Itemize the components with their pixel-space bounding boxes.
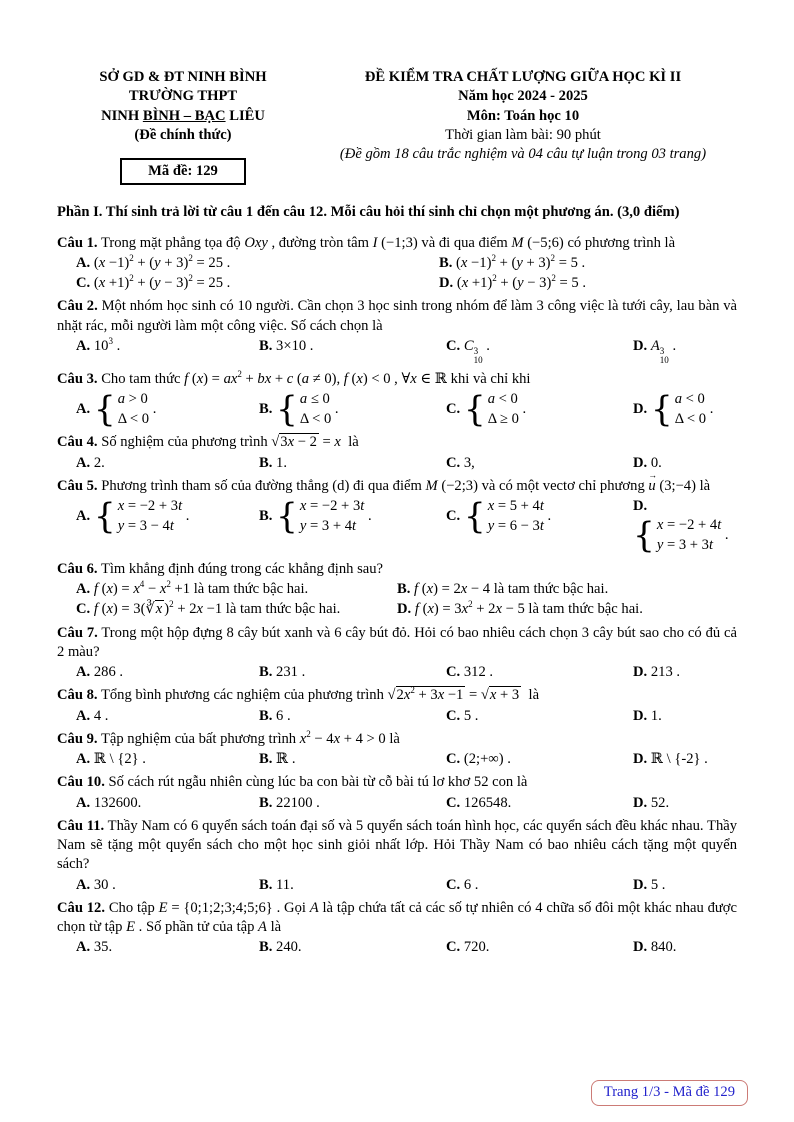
question-text: Cho tam thức f $(x) = ax^2$ + bx + c (a ≠ 0), f (x) < 0 , ∀x ∈ ℝ khi và chỉ khi: [101, 368, 531, 387]
question-options: [57, 750, 737, 769]
question-3-option-a: A. { a > 0 Δ < 0 .: [76, 389, 157, 430]
question-label: Câu 1.: [57, 234, 98, 251]
question-8-option-c: C. 5 .: [446, 707, 479, 724]
question-label: Câu 10.: [57, 774, 105, 791]
question-text: Tổng bình phương các nghiệm của phương trình $√2x^2 + 3x -1 = √x + 3$ là: [100, 685, 540, 704]
question-5-option-d: D. { x = −2 + 4t y = 3 + 3t .: [633, 498, 729, 556]
question-stem: [57, 433, 737, 452]
question-12-option-a: A. 35.: [76, 939, 113, 956]
question-label: Câu 9.: [57, 730, 98, 747]
question-8: [57, 686, 737, 726]
question-8-option-d: D. 1.: [633, 707, 662, 724]
question-1-option-a: A. $(x -1)^2 + (y + 3)^2 = 25$ .: [76, 252, 231, 271]
question-4-option-b: B. 1.: [259, 454, 287, 471]
question-options: [57, 390, 737, 429]
question-label: Câu 8.: [57, 687, 98, 704]
question-label: Câu 6.: [57, 560, 98, 577]
part1-title: Phần I. Thí sinh trả lời từ câu 1 đến câu 12. Mỗi câu hỏi thí sinh chỉ chọn một phương án. (3,0 điểm): [57, 204, 680, 221]
question-2-option-b: B. 3×10 .: [259, 337, 314, 354]
question-7-option-b: B. 231 .: [259, 664, 306, 681]
question-options: [57, 707, 737, 726]
question-text: Cho tập E = {0;1;2;3;4;5;6} . Gọi A là tập chứa tất cả các số tự nhiên có 4 chữa số đôi một khác nhau được chọn từ tập E . Số phần tử của tập A là: [57, 899, 737, 936]
question-options: [57, 580, 737, 620]
question-11: [57, 817, 737, 895]
question-label: Câu 12.: [57, 899, 106, 916]
question-10-option-d: D. 52.: [633, 794, 670, 811]
question-options: [57, 876, 737, 895]
question-options: [57, 497, 737, 556]
exam-title: ĐỀ KIỂM TRA CHẤT LƯỢNG GIỮA HỌC KÌ II: [364, 69, 682, 85]
question-3-option-b: B. { a ≤ 0 Δ < 0 .: [259, 389, 339, 430]
question-options: [57, 663, 737, 682]
question-stem: [57, 297, 737, 336]
question-text: Trong mặt phẳng tọa độ Oxy , đường tròn tâm I (−1;3) và đi qua điểm M (−5;6) có phương trình là: [100, 234, 676, 251]
exam-type: (Đề chính thức): [134, 126, 232, 143]
question-text: Tìm khẳng định đúng trong các khẳng định sau?: [100, 560, 384, 577]
question-text: Tập nghiệm của bất phương trình $x^2 - 4x + 4 > 0$ là: [100, 728, 400, 747]
question-1-option-d: D. $(x +1)^2 + (y - 3)^2 = 5$ .: [439, 273, 586, 291]
exam-year: Năm học 2024 - 2025: [458, 88, 588, 105]
question-3: [57, 370, 737, 430]
question-label: Câu 7.: [57, 624, 98, 641]
question-stem: [57, 624, 737, 663]
questions: [57, 234, 737, 958]
question-5-option-c: C. { x = 5 + 4t y = 6 − 3t .: [446, 496, 552, 537]
question-stem: [57, 773, 737, 792]
question-stem: [57, 899, 737, 938]
exam-duration: Thời gian làm bài: 90 phút: [445, 126, 601, 143]
question-stem: [57, 477, 737, 496]
question-12-option-d: D. 840.: [633, 939, 677, 956]
question-options: [57, 938, 737, 957]
question-options: [57, 454, 737, 473]
question-5-option-a: A. { x = −2 + 3t y = 3 − 4t .: [76, 496, 190, 537]
question-text: Trong một hộp đựng 8 cây bút xanh và 6 cây bút đỏ. Hỏi có bao nhiêu cách chọn 3 cây bút sao cho có đủ cả 2 màu?: [57, 624, 737, 660]
question-stem: [57, 560, 737, 579]
question-11-option-b: B. 11.: [259, 876, 294, 893]
question-10-option-a: A. 132600.: [76, 794, 142, 811]
question-1-option-c: C. $(x +1)^2 + (y - 3)^2 = 25$ .: [76, 273, 231, 291]
exam-note: (Đề gồm 18 câu trắc nghiệm và 04 câu tự luận trong 03 trang): [339, 146, 707, 162]
page-number-label: Trang 1/3 - Mã đề 129: [603, 1083, 735, 1100]
question-text: Số cách rút ngẫu nhiên cùng lúc ba con bài từ cỗ bài tú lơ khơ 52 con là: [108, 774, 528, 791]
question-11-option-d: D. 5 .: [633, 876, 666, 893]
question-1-option-b: B. $(x -1)^2 + (y + 3)^2 = 5$ .: [439, 252, 586, 271]
school-name-line1: TRƯỜNG THPT: [128, 88, 238, 105]
question-label: Câu 11.: [57, 817, 105, 834]
question-text: Một nhóm học sinh có 10 người. Cần chọn 3 học sinh trong nhóm để làm 3 công việc là tưới cây, lau bàn và nhặt rác, mỗi người làm một công việc. Số cách chọn là: [57, 298, 738, 334]
question-7-option-a: A. 286 .: [76, 664, 124, 681]
question-12-option-b: B. 240.: [259, 939, 302, 956]
question-1: [57, 234, 737, 294]
question-9-option-d: D. ℝ \ {-2} .: [633, 751, 708, 768]
question-11-option-a: A. 30 .: [76, 876, 116, 893]
question-7-option-d: D. 213 .: [633, 664, 681, 681]
question-4-option-d: D. 0.: [633, 454, 662, 471]
question-4: [57, 433, 737, 473]
question-8-option-a: A. 4 .: [76, 707, 109, 724]
question-6-option-d: D. f $(x) = 3x^2 + 2x - 5$ là tam thức bậc hai.: [397, 599, 643, 618]
question-label: Câu 4.: [57, 434, 98, 451]
question-text: Thầy Nam có 6 quyển sách toán đại số và 5 quyển sách toán hình học, các quyển sách đều khác nhau. Thầy Nam sẽ tặng một quyển sách cho một học sinh giỏi nhất lớp. Hỏi Thầy Nam có bao nhiêu cách tặng một quyển sách?: [57, 817, 738, 873]
question-3-option-d: D. { a < 0 Δ < 0 .: [633, 389, 714, 430]
school-block: [57, 68, 309, 185]
question-4-option-c: C. 3,: [446, 454, 475, 471]
question-label: Câu 3.: [57, 370, 98, 387]
question-2-option-c: C. C 3 10 .: [446, 337, 490, 366]
question-9-option-a: A. ℝ \ {2} .: [76, 751, 146, 768]
question-5-option-b: B. { x = −2 + 3t y = 3 + 4t .: [259, 496, 372, 537]
question-7-option-c: C. 312 .: [446, 664, 494, 681]
question-9: [57, 730, 737, 770]
question-stem: [57, 686, 737, 705]
question-10: [57, 773, 737, 813]
question-text: Phương trình tham số của đường thẳng (d) đi qua điểm M (−2;3) và có một vectơ chỉ phương → u (3;−4) là: [101, 478, 710, 494]
question-3-option-c: C. { a < 0 Δ ≥ 0 .: [446, 389, 527, 430]
question-12-option-c: C. 720.: [446, 939, 490, 956]
question-2: [57, 297, 737, 366]
question-5: [57, 477, 737, 556]
school-name-line2: NINH BÌNH – BẠC LIÊU: [101, 107, 265, 124]
question-10-option-c: C. 126548.: [446, 794, 512, 811]
question-8-option-b: B. 6 .: [259, 707, 291, 724]
question-stem: [57, 234, 737, 253]
question-9-option-c: C. (2;+∞) .: [446, 751, 511, 768]
question-2-option-a: A. $10^3$ .: [76, 335, 121, 354]
question-11-option-c: C. 6 .: [446, 876, 479, 893]
question-stem: [57, 370, 737, 389]
question-stem: [57, 730, 737, 749]
question-stem: [57, 817, 737, 875]
question-12: [57, 899, 737, 958]
question-options: [57, 337, 737, 366]
exam-code-box: [120, 158, 246, 185]
question-4-option-a: A. 2.: [76, 454, 105, 471]
exam-subject: Môn: Toán học 10: [466, 107, 580, 124]
question-7: [57, 624, 737, 683]
question-6-option-a: A. f $(x) = x^4 - x^2 +1$ là tam thức bậc hai.: [76, 579, 309, 598]
exam-header: [57, 68, 737, 185]
question-options: [57, 794, 737, 813]
question-2-option-d: D. A 3 10 .: [633, 337, 677, 366]
question-6-option-c: C. f (x) = 3(∛x )$^2$ + 2x −1 là tam thức bậc hai.: [76, 599, 341, 618]
question-options: [57, 254, 737, 294]
question-label: Câu 5.: [57, 477, 98, 494]
question-9-option-b: B. ℝ .: [259, 751, 296, 768]
exam-code: Mã đề: 129: [148, 163, 218, 179]
exam-info-block: [309, 68, 737, 185]
page-footer-badge: [591, 1080, 748, 1106]
question-6: [57, 560, 737, 620]
question-6-option-b: B. f (x) = 2x − 4 là tam thức bậc hai.: [397, 581, 609, 598]
question-label: Câu 2.: [57, 298, 98, 315]
question-text: Số nghiệm của phương trình √3x − 2 = x là: [101, 434, 359, 451]
school-department: SỞ GD & ĐT NINH BÌNH: [99, 69, 267, 85]
question-10-option-b: B. 22100 .: [259, 794, 320, 811]
